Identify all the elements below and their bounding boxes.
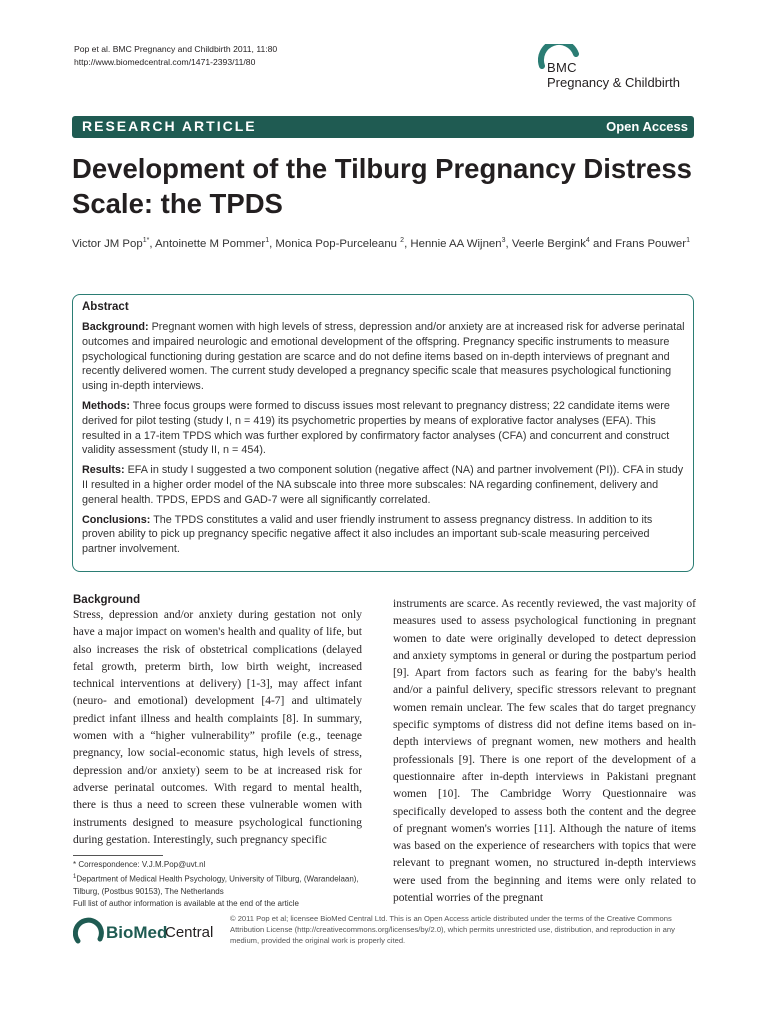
open-access-label: Open Access (606, 119, 688, 134)
citation-line: Pop et al. BMC Pregnancy and Childbirth 2011, 11:80 (74, 44, 278, 54)
biomed-central-mark-icon (73, 917, 105, 949)
article-title: Development of the Tilburg Pregnancy Distress Scale: the TPDS (72, 153, 692, 219)
abstract-background-label: Background: (82, 321, 149, 333)
abstract-results-text: EFA in study I suggested a two component solution (negative affect (NA) and partner involvement (PI)). CFA in study II resulted in a higher order model of the NA subscale into three more subscales: NA regarding confinement, delivery and general health. TPDS, EPDS and GAD-7 were all significantly correlated. (82, 464, 684, 506)
footnote-divider (73, 855, 163, 856)
citation-header (74, 43, 277, 69)
abstract-background (82, 320, 685, 394)
abstract-conclusions-text: The TPDS constitutes a valid and user friendly instrument to assess pregnancy distress. In addition to its proven ability to pick up pregnancy specific negative affect it also includes an important sub-scale measuring perceived partner involvement. (82, 513, 653, 556)
publisher-name-central: Central (165, 924, 214, 941)
article-banner (72, 116, 694, 138)
abstract-results-label: Results: (82, 464, 125, 477)
background-text-right: instruments are scarce. As recently reviewed, the vast majority of measures used to assess psychological functioning in pregnant women to date were originally developed to detect depression and anxiety symptoms in general or during the postpartum period [9]. Apart from factors such as fearing for the baby's health and/or a painful delivery, specific stressors relevant to pregnant women remain unclear. The few scales that do target pregnancy specific symptoms of distress did not define items based on in-depth interviews of pregnant women, new mothers and health professionals [9]. There is one report of the development of a questionnaire after in-depth interviews in Pakistani pregnant women [10]. The Cambridge Worry Questionnaire was specifically developed to assess both the content and the degree of pregnant women's worries [11]. Although the nature of items was based on the experience of researchers with topics that were relevant to pregnant women, no structured in-depth interviews were used from the beginning and items were only related to potential worries of the pregnant (393, 598, 696, 905)
article-type: RESEARCH ARTICLE (82, 118, 257, 134)
background-heading: Background (73, 594, 141, 606)
publisher-name-bio: BioMed (106, 923, 168, 942)
citation-url[interactable]: http://www.biomedcentral.com/1471-2393/11/80 (74, 57, 256, 67)
background-text-left: Stress, depression and/or anxiety during gestation not only have a major impact on women's health and quality of life, but also increases the risk of obstetrical complications (delayed fetal growth, preterm birth, low birth weight, increased technical interventions at delivery) [1-3], may affect infant (neuro- and emotional) development [4-7] and ultimately predict infant illness and health complaints [8]. In summary, women with a “higher vulnerability” profile (e.g., teenage pregnancy, low social-economic status, high levels of stress, depression and/or anxiety) seem to be at increased risk for adverse perinatal outcomes. With regard to mental health, there is thus a need to screen these vulnerable women with instruments designed to measure psychological functioning during gestation. Interestingly, such pregnancy specific (73, 609, 362, 846)
publisher-logo (73, 917, 223, 949)
abstract-methods (82, 399, 685, 458)
license-text: © 2011 Pop et al; licensee BioMed Central Ltd. This is an Open Access article distributed under the terms of the Creative Commons Attribution License (http://creativecommons.org/licenses/by/2.0), which permits unrestricted use, distribution, and reproduction in any medium, provided the original work is properly cited. (230, 914, 675, 945)
abstract-methods-label: Methods: (82, 399, 130, 412)
abstract-methods-text: Three focus groups were formed to discuss issues most relevant to pregnancy distress; 22 candidate items were derived for pilot testing (study I, n = 419) its psychometric properties by means of explorative factor analyses (EFA). This resulted in a 17-item TPDS which was further explored by confirmatory factor analyses (CFA) and concurrent and construct validity assessment (study II, n = 454). (82, 399, 670, 457)
abstract-conclusions (82, 513, 685, 557)
abstract-background-text: Pregnant women with high levels of stress, depression and/or anxiety are at increased risk for adverse perinatal outcomes and impaired neurologic and emotional development of the offspring. Pregnancy specific instruments to measure psychological functioning during gestation are scarce and do not define items based on in-depth interviews of pregnant and recently delivered women. The current study developed a pregnancy specific scale that measures psychological functioning using in-depth interviews. (82, 321, 685, 393)
body-left-column (73, 594, 362, 849)
journal-logo (538, 44, 708, 102)
author-list: Victor JM Pop$^{1*}$, Antoinette M Pommer$^1$, Monica Pop-Purceleanu $^2$, Hennie AA Wijnen$^3$, Veerle Bergink$^4$ and Frans Pouwer$^1$ (72, 237, 690, 250)
footnotes (73, 859, 373, 910)
author-info-note: Full list of author information is available at the end of the article (73, 898, 299, 908)
abstract-conclusions-label: Conclusions: (82, 513, 151, 526)
body-right-column (393, 596, 696, 907)
correspondence-note: * Correspondence: V.J.M.Pop@uvt.nl (73, 860, 206, 869)
journal-logo-bmc: BMC (547, 60, 577, 75)
abstract-box (72, 294, 694, 572)
abstract-heading: Abstract (82, 301, 129, 313)
affiliation-note: $^1$Department of Medical Health Psychology, University of Tilburg, (Warandelaan), Tilburg, (Postbus 90153), The Netherlands (73, 874, 359, 896)
abstract-results (82, 463, 685, 507)
journal-logo-name: Pregnancy & Childbirth (547, 75, 680, 90)
